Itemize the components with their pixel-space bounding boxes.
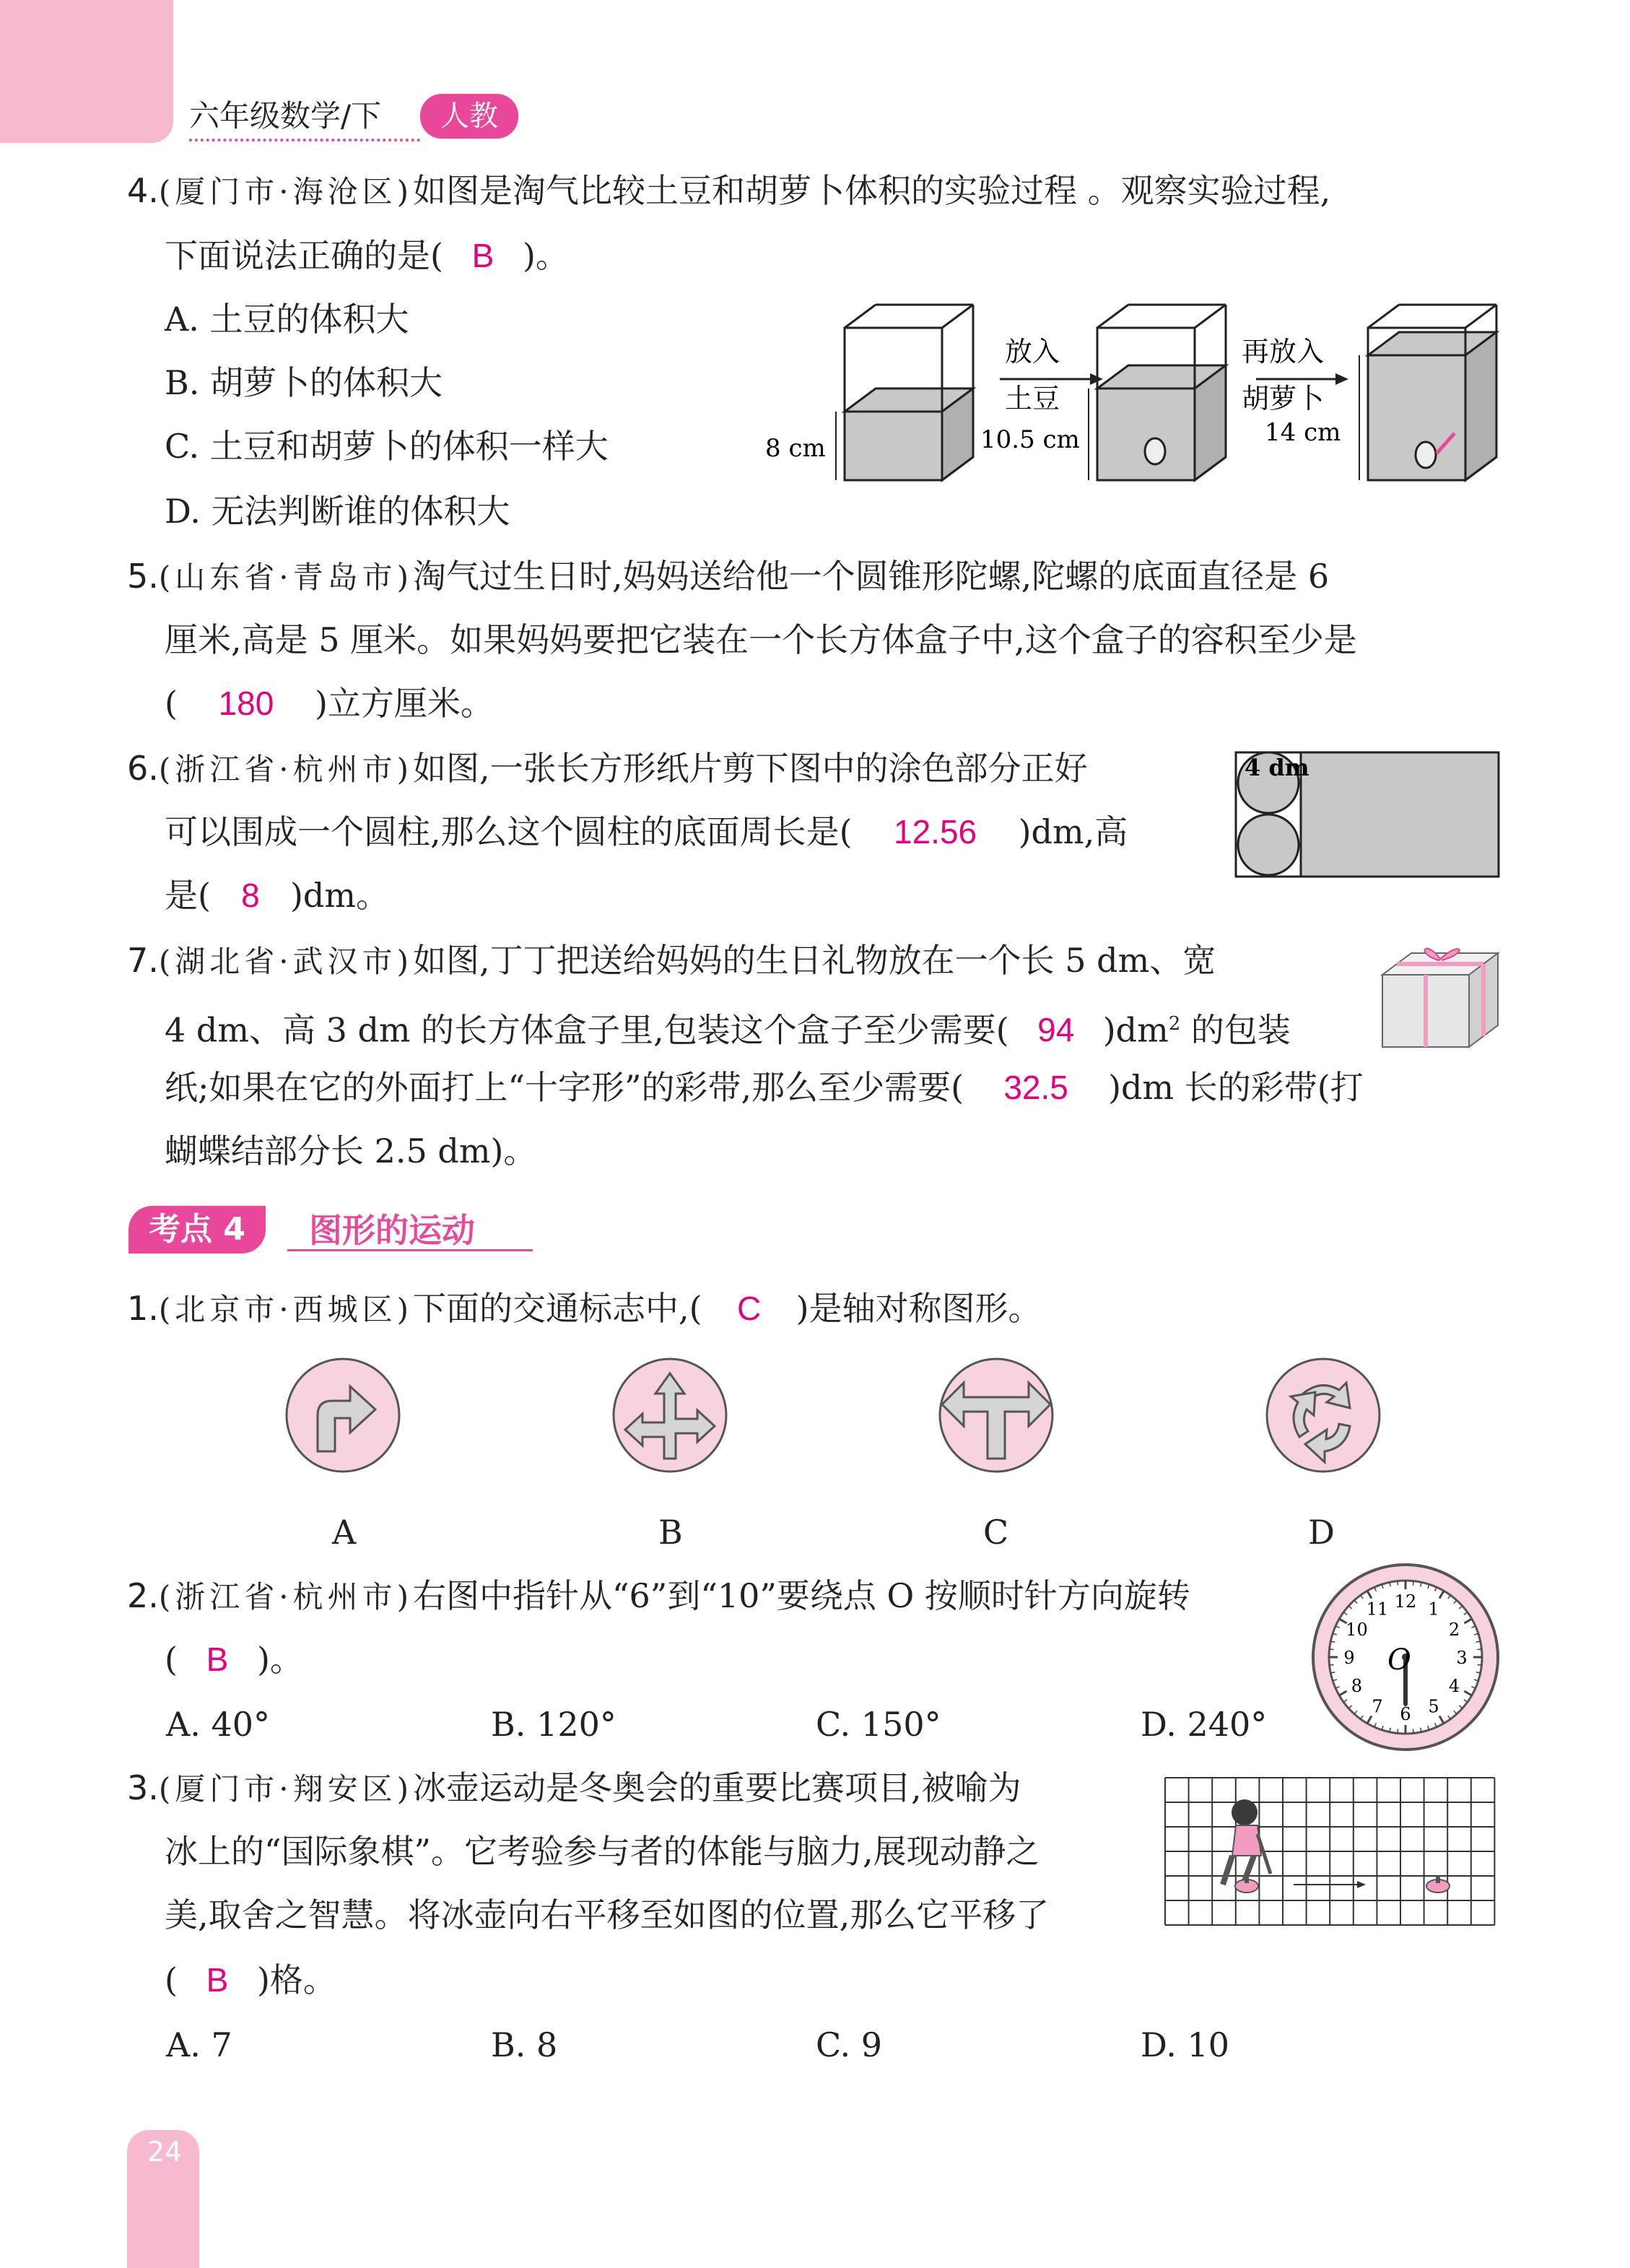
answer-q6-circumference: 12.56 [894, 813, 977, 851]
clock-number: 4 [1448, 1676, 1460, 1696]
clock-center-label: O [1387, 1643, 1411, 1677]
clock-number: 7 [1372, 1696, 1383, 1717]
clock-number: 5 [1428, 1696, 1439, 1717]
s1-line1: 1.(北京市·西城区)下面的交通标志中,( C )是轴对称图形。 [127, 1289, 1042, 1328]
q4-option-b: B. 胡萝卜的体积大 [165, 363, 443, 402]
q4-figure-containers [751, 296, 1509, 484]
page-number: 24 [147, 2136, 183, 2168]
q6-line2: 可以围成一个圆柱,那么这个圆柱的底面周长是( 12.56 )dm,高 [165, 812, 1128, 851]
q6-line1: 6.(浙江省·杭州市)如图,一张长方形纸片剪下图中的涂色部分正好 [127, 749, 1088, 788]
s3-line3: 美,取舍之智慧。将冰壶向右平移至如图的位置,那么它平移了 [165, 1895, 1050, 1934]
clock-number: 8 [1351, 1676, 1363, 1696]
container-1 [845, 305, 973, 480]
clock-number: 9 [1343, 1648, 1355, 1668]
s3-option-c: C. 9 [816, 2025, 883, 2064]
q4-line2: 下面说法正确的是( B )。 [165, 236, 569, 275]
answer-q7-ribbon: 32.5 [1003, 1069, 1068, 1106]
answer-q7-paper: 94 [1037, 1011, 1075, 1049]
traffic-signs [274, 1357, 1400, 1487]
clock-number: 2 [1448, 1620, 1460, 1640]
s3-line4: ( B )格。 [165, 1960, 336, 1999]
q7-line3: 纸;如果在它的外面打上“十字形”的彩带,那么至少需要( 32.5 )dm 长的彩带(打 [165, 1068, 1364, 1107]
arrow1-top: 放入 [1005, 336, 1060, 368]
answer-s1: C [736, 1290, 762, 1327]
clock-number: 10 [1346, 1620, 1368, 1640]
edition-badge: 人教 [420, 94, 518, 139]
clock-tick [1477, 1649, 1481, 1650]
container-3 [1368, 305, 1496, 480]
curling-grid-figure [1164, 1776, 1496, 1929]
answer-s3: B [206, 1961, 229, 1999]
arrow2-bottom: 胡萝卜 [1242, 383, 1325, 414]
clock-number: 3 [1456, 1648, 1468, 1668]
s2-line1: 2.(浙江省·杭州市)右图中指针从“6”到“10”要绕点 O 按顺时针方向旋转 [127, 1576, 1190, 1615]
answer-q4: B [471, 237, 494, 274]
section-title: 图形的运动 [309, 1211, 475, 1250]
q6-line3: 是( 8 )dm。 [165, 876, 389, 915]
gift-box-icon [1375, 939, 1505, 1054]
s3-option-b: B. 8 [491, 2025, 558, 2064]
q4-option-d: D. 无法判断谁的体积大 [165, 492, 510, 531]
clock-number: 12 [1394, 1591, 1417, 1612]
q7-line4: 蝴蝶结部分长 2.5 dm)。 [165, 1131, 537, 1170]
section-badge: 考点 4 [128, 1206, 266, 1254]
sign-label-c: C [983, 1513, 1009, 1552]
clock-tick [1330, 1664, 1334, 1665]
q7-line2: 4 dm、高 3 dm 的长方体盒子里,包装这个盒子至少需要( 94 )$dm^2$ 的包装 [165, 1010, 1291, 1050]
curling-stone-start-icon [1235, 1876, 1258, 1893]
sign-b-straight-turn-icon [614, 1359, 726, 1472]
container-2 [1097, 305, 1226, 480]
answer-q6-height: 8 [241, 877, 260, 914]
sign-a-right-turn-icon [287, 1359, 399, 1472]
corner-block-top [0, 0, 173, 143]
answer-s2: B [206, 1641, 229, 1678]
s3-line1: 3.(厦门市·翔安区)冰壶运动是冬奥会的重要比赛项目,被喻为 [127, 1768, 1021, 1807]
curling-player-icon [1223, 1799, 1271, 1885]
clock-tick [1330, 1649, 1334, 1650]
clock-figure [1308, 1560, 1503, 1755]
header-dotted-line [189, 139, 420, 142]
q5-line3: ( 180 )立方厘米。 [165, 684, 494, 723]
height-label-3: 14 cm [1265, 418, 1341, 447]
arrow2-top: 再放入 [1242, 336, 1325, 368]
s3-line2: 冰上的“国际象棋”。它考验参与者的体能与脑力,展现动静之 [165, 1832, 1040, 1871]
q4-line1: 4.(厦门市·海沧区)如图是淘气比较土豆和胡萝卜体积的实验过程 。观察实验过程, [127, 171, 1331, 210]
page-header-title: 六年级数学/下 [189, 98, 382, 134]
clock-number: 1 [1428, 1599, 1439, 1620]
clock-number: 6 [1400, 1704, 1411, 1724]
sign-c-t-junction-icon [940, 1359, 1052, 1472]
q5-line1: 5.(山东省·青岛市)淘气过生日时,妈妈送给他一个圆锥形陀螺,陀螺的底面直径是 6 [127, 557, 1330, 596]
s2-option-d: D. 240° [1141, 1705, 1268, 1744]
s2-option-a: A. 40° [166, 1705, 270, 1744]
height-label-1: 8 cm [765, 434, 826, 463]
s3-option-a: A. 7 [166, 2025, 232, 2064]
curling-stone-end-icon [1426, 1876, 1450, 1893]
sign-d-roundabout-icon [1267, 1359, 1380, 1472]
q6-figure-paper [1234, 751, 1502, 881]
height-label-2: 10.5 cm [980, 425, 1080, 454]
q4-option-c: C. 土豆和胡萝卜的体积一样大 [165, 427, 609, 466]
arrow1-bottom: 土豆 [1005, 383, 1060, 414]
sign-label-a: A [332, 1513, 357, 1552]
q5-line2: 厘米,高是 5 厘米。如果妈妈要把它装在一个长方体盒子中,这个盒子的容积至少是 [165, 620, 1357, 659]
sign-label-d: D [1308, 1513, 1335, 1552]
answer-q5: 180 [218, 685, 274, 722]
s2-line2: ( B )。 [165, 1640, 303, 1679]
clock-tick [1477, 1664, 1481, 1665]
q7-line1: 7.(湖北省·武汉市)如图,丁丁把送给妈妈的生日礼物放在一个长 5 dm、宽 [127, 941, 1216, 980]
q4-option-a: A. 土豆的体积大 [165, 300, 409, 339]
clock-number: 11 [1366, 1599, 1389, 1620]
sign-label-b: B [658, 1513, 683, 1552]
s2-option-c: C. 150° [816, 1705, 941, 1744]
section-underline [287, 1249, 533, 1251]
s3-option-d: D. 10 [1141, 2025, 1230, 2064]
q6-dim-label: 4 dm [1245, 754, 1309, 781]
s2-option-b: B. 120° [491, 1705, 616, 1744]
